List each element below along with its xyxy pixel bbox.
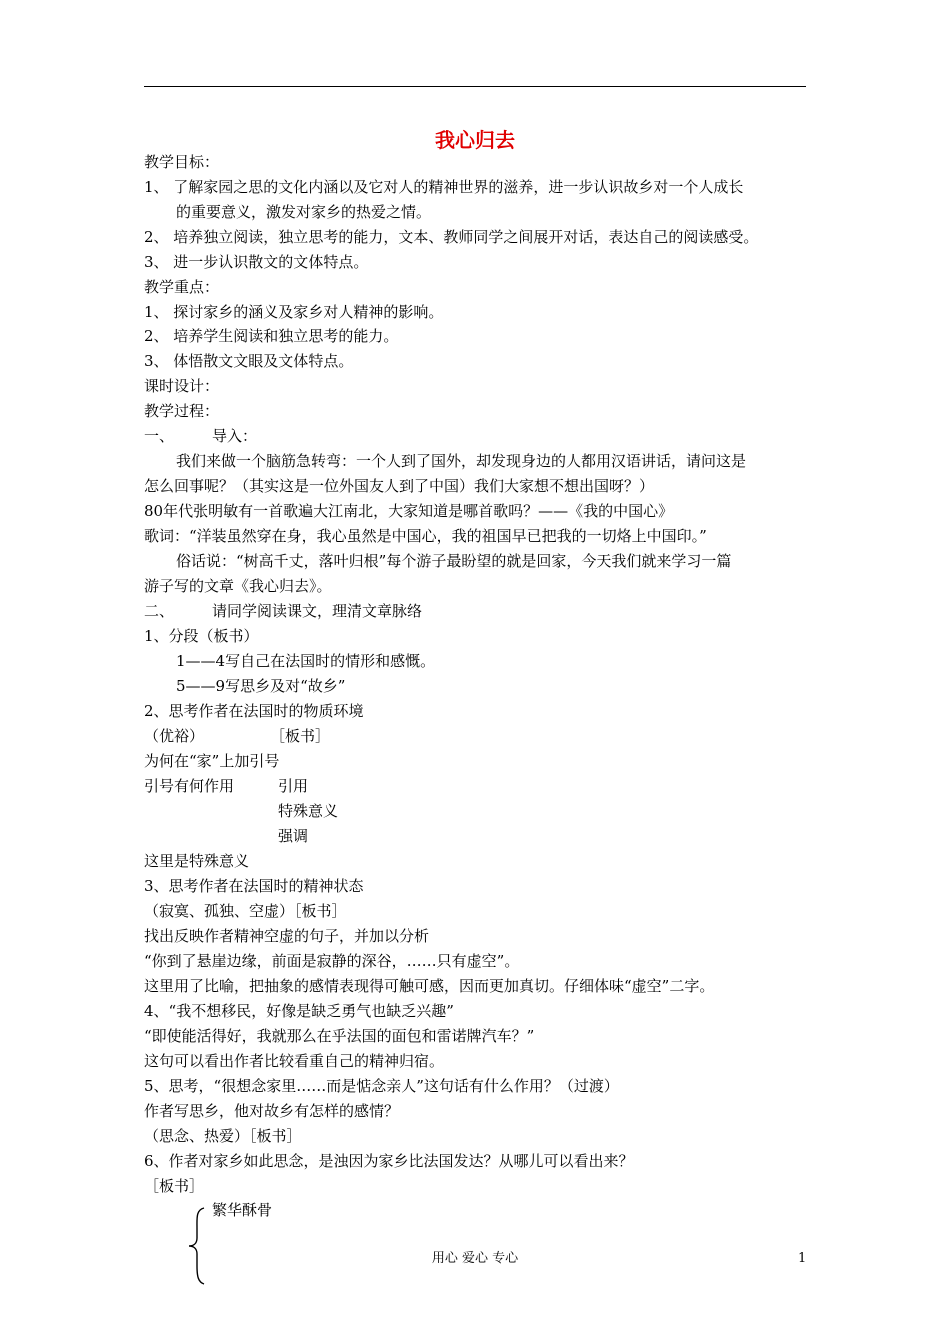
page-footer: 用心 爱心 专心	[431, 1251, 519, 1266]
step-1-part-a: 1——4写自己在法国时的情形和感慨。	[176, 652, 436, 670]
left-brace-icon	[186, 1206, 208, 1286]
step-2-question-1: 为何在“家”上加引号	[144, 752, 280, 770]
step-2-board-note: ［板书］	[270, 727, 331, 745]
step-4-quote: “即使能活得好，我就那么在乎法国的面包和雷诺牌汽车？”	[144, 1027, 535, 1045]
section-2-label: 请同学阅读课文，理清文章脉络	[212, 602, 423, 620]
step-3-answer: （寂寞、孤独、空虚）［板书］	[144, 902, 347, 920]
step-1: 1、分段（板书）	[144, 627, 259, 645]
quote-use-3: 强调	[278, 827, 309, 845]
step-1-part-b: 5——9写思乡及对“故乡”	[176, 677, 346, 695]
quote-use-2: 特殊意义	[278, 802, 339, 820]
section-1-label: 导入：	[212, 427, 258, 445]
step-2-conclusion: 这里是特殊意义	[144, 852, 250, 870]
step-5-answer: （思念、热爱）［板书］	[144, 1127, 302, 1145]
focus-heading: 教学重点：	[144, 278, 220, 296]
intro-paragraph-1-line-2: 怎么回事呢？（其实这是一位外国友人到了中国）我们大家想不想出国呀？）	[144, 477, 655, 495]
section-2-number: 二、	[144, 602, 175, 620]
step-4: 4、“我不想移民，好像是缺乏勇气也缺乏兴趣”	[144, 1002, 454, 1020]
step-6-board-note: ［板书］	[144, 1177, 205, 1195]
focus-3: 3、 体悟散文文眼及文体特点。	[144, 352, 354, 370]
objective-2: 2、 培养独立阅读，独立思考的能力，文本、教师同学之间展开对话，表达自己的阅读感受。	[144, 228, 759, 246]
step-6: 6、作者对家乡如此思念，是浊因为家乡比法国发达？从哪儿可以看出来？	[144, 1152, 634, 1170]
step-3: 3、思考作者在法国时的精神状态	[144, 877, 364, 895]
design-heading: 课时设计：	[144, 377, 220, 395]
intro-paragraph-2: 80年代张明敏有一首歌遍大江南北，大家知道是哪首歌吗？——《我的中国心》	[144, 502, 674, 520]
intro-paragraph-1-line-1: 我们来做一个脑筋急转弯：一个人到了国外，却发现身边的人都用汉语讲话，请问这是	[176, 452, 747, 470]
objective-1-line-1: 1、 了解家园之思的文化内涵以及它对人的精神世界的滋养，进一步认识故乡对一个人成长	[144, 178, 744, 196]
step-2-answer: （优裕）	[144, 727, 205, 745]
quote-use-1: 引用	[278, 777, 309, 795]
lyrics-paragraph: 歌词：“洋装虽然穿在身，我心虽然是中国心，我的祖国早已把我的一切烙上中国印。”	[144, 527, 707, 545]
page-number: 1	[798, 1251, 807, 1266]
header-rule	[144, 86, 806, 87]
step-3-analysis: 这里用了比喻，把抽象的感情表现得可触可感，因而更加真切。仔细体味“虚空”二字。	[144, 977, 715, 995]
step-5: 5、思考，“很想念家里……而是惦念亲人”这句话有什么作用？（过渡）	[144, 1077, 619, 1095]
step-2-question-2: 引号有何作用	[144, 777, 235, 795]
step-2: 2、思考作者在法国时的物质环境	[144, 702, 364, 720]
step-3-task: 找出反映作者精神空虚的句子，并加以分析	[144, 927, 430, 945]
section-1-number: 一、	[144, 427, 175, 445]
proverb-paragraph-line-2: 游子写的文章《我心归去》。	[144, 577, 332, 595]
step-4-analysis: 这句可以看出作者比较看重自己的精神归宿。	[144, 1052, 445, 1070]
document-title: 我心归去	[435, 128, 515, 152]
process-heading: 教学过程：	[144, 402, 220, 420]
step-3-quote: “你到了悬崖边缘，前面是寂静的深谷，……只有虚空”。	[144, 952, 520, 970]
board-item-1: 繁华酥骨	[212, 1201, 273, 1219]
objective-3: 3、 进一步认识散文的文体特点。	[144, 253, 369, 271]
objective-1-line-2: 的重要意义，激发对家乡的热爱之情。	[176, 203, 432, 221]
focus-1: 1、 探讨家乡的涵义及家乡对人精神的影响。	[144, 303, 444, 321]
objectives-heading: 教学目标：	[144, 153, 220, 171]
focus-2: 2、 培养学生阅读和独立思考的能力。	[144, 327, 399, 345]
proverb-paragraph-line-1: 俗话说：“树高千丈，落叶归根”每个游子最盼望的就是回家，今天我们就来学习一篇	[176, 552, 732, 570]
step-5-question: 作者写思乡，他对故乡有怎样的感情？	[144, 1102, 400, 1120]
